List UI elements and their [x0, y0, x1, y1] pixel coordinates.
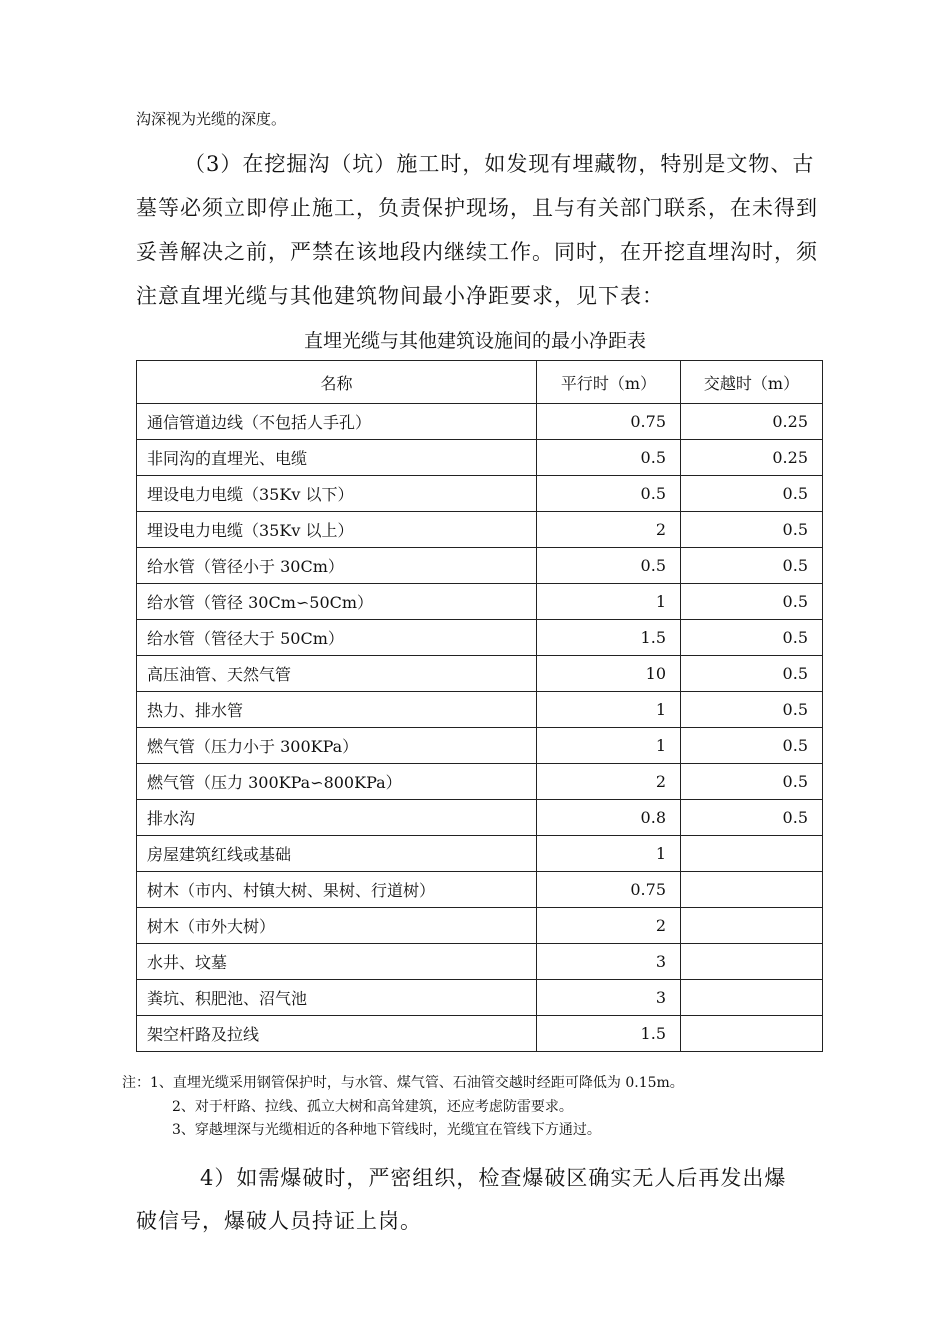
cell-parallel: 0.75	[537, 404, 681, 440]
table-row	[137, 548, 823, 584]
cell-name: 房屋建筑红线或基础	[137, 836, 537, 872]
cell-parallel: 3	[537, 944, 681, 980]
table-row	[137, 512, 823, 548]
cell-name: 给水管（管径小于 30Cm）	[137, 548, 537, 584]
table-row	[137, 1016, 823, 1052]
cell-crossing: 0.5	[681, 692, 823, 728]
cell-name: 粪坑、积肥池、沼气池	[137, 980, 537, 1016]
note-2: 2、对于杆路、拉线、孤立大树和高耸建筑，还应考虑防雷要求。	[172, 1099, 573, 1115]
table-row	[137, 836, 823, 872]
cell-crossing: 0.25	[681, 404, 823, 440]
table-row	[137, 620, 823, 656]
table-row	[137, 476, 823, 512]
paragraph-line: 破信号，爆破人员持证上岗。	[136, 1209, 422, 1233]
note-1: 注：1、直埋光缆采用钢管保护时，与水管、煤气管、石油管交越时经距可降低为 0.15m。	[122, 1075, 684, 1091]
table-row	[137, 908, 823, 944]
cell-name: 燃气管（压力小于 300KPa）	[137, 728, 537, 764]
cell-parallel: 1	[537, 836, 681, 872]
cell-parallel: 0.8	[537, 800, 681, 836]
paragraph-line: 注意直埋光缆与其他建筑物间最小净距要求，见下表：	[136, 284, 664, 308]
cell-crossing: 0.5	[681, 620, 823, 656]
cell-crossing	[681, 944, 823, 980]
clearance-table	[136, 360, 823, 1052]
cell-parallel: 2	[537, 512, 681, 548]
cell-name: 水井、坟墓	[137, 944, 537, 980]
cell-crossing: 0.5	[681, 512, 823, 548]
cell-parallel: 0.75	[537, 872, 681, 908]
cell-crossing: 0.25	[681, 440, 823, 476]
cell-name: 排水沟	[137, 800, 537, 836]
cell-crossing	[681, 872, 823, 908]
header-name: 名称	[137, 361, 537, 404]
paragraph-line: 沟深视为光缆的深度。	[136, 110, 287, 128]
cell-crossing	[681, 836, 823, 872]
cell-name: 给水管（管径大于 50Cm）	[137, 620, 537, 656]
table-title: 直埋光缆与其他建筑设施间的最小净距表	[303, 330, 646, 352]
table-row	[137, 728, 823, 764]
cell-parallel: 3	[537, 980, 681, 1016]
paragraph-line: （3）在挖掘沟（坑）施工时，如发现有埋藏物，特别是文物、古	[184, 152, 815, 176]
note-3: 3、穿越埋深与光缆相近的各种地下管线时，光缆宜在管线下方通过。	[172, 1122, 601, 1138]
cell-name: 埋设电力电缆（35Kv 以上）	[137, 512, 537, 548]
table-row	[137, 944, 823, 980]
table-header-row	[137, 361, 823, 404]
table-row	[137, 404, 823, 440]
cell-crossing: 0.5	[681, 476, 823, 512]
cell-crossing: 0.5	[681, 800, 823, 836]
table-row	[137, 800, 823, 836]
paragraph-line: 4）如需爆破时，严密组织，检查爆破区确实无人后再发出爆	[200, 1166, 787, 1190]
cell-parallel: 10	[537, 656, 681, 692]
cell-name: 给水管（管径 30Cm∽50Cm）	[137, 584, 537, 620]
cell-parallel: 0.5	[537, 440, 681, 476]
cell-parallel: 2	[537, 908, 681, 944]
cell-parallel: 1	[537, 584, 681, 620]
cell-crossing	[681, 1016, 823, 1052]
cell-crossing: 0.5	[681, 728, 823, 764]
table-row	[137, 692, 823, 728]
cell-crossing: 0.5	[681, 764, 823, 800]
cell-parallel: 0.5	[537, 476, 681, 512]
cell-name: 非同沟的直埋光、电缆	[137, 440, 537, 476]
table-row	[137, 440, 823, 476]
cell-crossing: 0.5	[681, 656, 823, 692]
cell-parallel: 2	[537, 764, 681, 800]
cell-parallel: 0.5	[537, 548, 681, 584]
cell-name: 架空杆路及拉线	[137, 1016, 537, 1052]
cell-name: 燃气管（压力 300KPa∽800KPa）	[137, 764, 537, 800]
header-crossing: 交越时（m）	[681, 361, 823, 404]
cell-name: 树木（市内、村镇大树、果树、行道树）	[137, 872, 537, 908]
cell-name: 树木（市外大树）	[137, 908, 537, 944]
paragraph-line: 墓等必须立即停止施工，负责保护现场，且与有关部门联系，在未得到	[136, 196, 818, 220]
table-row	[137, 872, 823, 908]
cell-parallel: 1	[537, 728, 681, 764]
paragraph-line: 妥善解决之前，严禁在该地段内继续工作。同时，在开挖直埋沟时，须	[136, 240, 818, 264]
table-row	[137, 656, 823, 692]
cell-crossing: 0.5	[681, 584, 823, 620]
cell-name: 高压油管、天然气管	[137, 656, 537, 692]
cell-parallel: 1.5	[537, 620, 681, 656]
table-row	[137, 980, 823, 1016]
table-row	[137, 764, 823, 800]
cell-parallel: 1.5	[537, 1016, 681, 1052]
cell-crossing: 0.5	[681, 548, 823, 584]
cell-parallel: 1	[537, 692, 681, 728]
table-row	[137, 584, 823, 620]
cell-crossing	[681, 908, 823, 944]
cell-name: 埋设电力电缆（35Kv 以下）	[137, 476, 537, 512]
cell-name: 热力、排水管	[137, 692, 537, 728]
cell-name: 通信管道边线（不包括人手孔）	[137, 404, 537, 440]
cell-crossing	[681, 980, 823, 1016]
header-parallel: 平行时（m）	[537, 361, 681, 404]
